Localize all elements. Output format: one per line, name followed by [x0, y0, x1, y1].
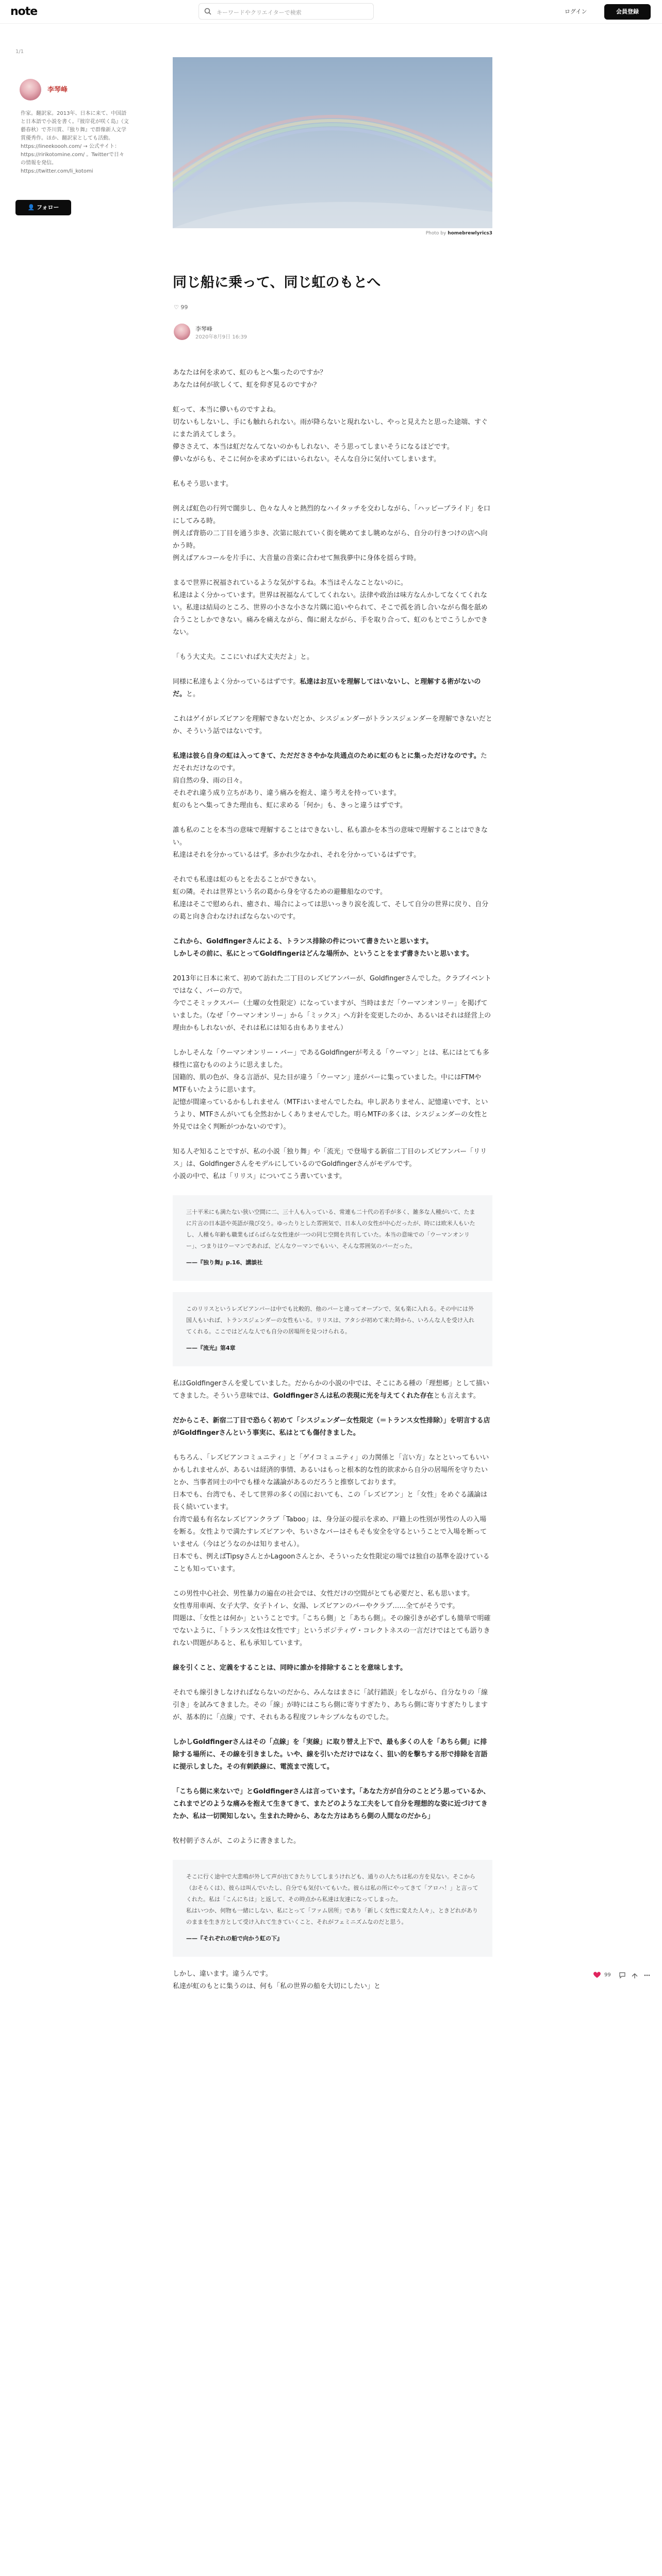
- creator-name[interactable]: 李琴峰: [47, 86, 68, 94]
- article-paragraph: しかし、違います。違うんです。 私達が虹のもとに集うのは、何も「私の世界の船を大切にしたい」と: [173, 1970, 381, 1990]
- signup-button[interactable]: 会員登録: [604, 4, 651, 20]
- follow-button[interactable]: [15, 200, 71, 215]
- article-paragraph: 例えば虹色の行列で闊歩し、色々な人々と熱烈的なハイタッチを交わしながら、「ハッピープライド」を口にしてみる時。 例えば背筋の二丁目を通う歩き、次第に眩れていく街を眺めてまし眺めながら、自分の行きつけの店へ向かう時。 例えばアルコールを片手に、大音量の音楽に合わせて無我夢中に身体を揺らす時。: [173, 505, 490, 562]
- article-actions: [593, 1969, 655, 1981]
- blockquote: [173, 1195, 492, 1281]
- paragraph-segment: 私達はお互いを理解してはいないし、と理解する術がないのだ。: [173, 678, 481, 698]
- quote-text: このリリスというレズビアンバーは中でも比較的、他のバーと違ってオープンで、気も楽に入れる。その中には外国人もいれば、トランスジェンダーの女性もいる。リリスは、アタシが初めて来た時から、いろんな人を受け入れてくれる。ここではどんな人でも自分の居場所を見つけられる。: [186, 1306, 475, 1335]
- paragraph-segment: ただそれだけなのです。 肩自然の身、雨の日々。 それぞれ違う成り立ちがあり、違う痛みを抱え、違う考えを持っています。 虹のもとへ集ってきた理由も、虹に求める「何か」も、きっと違うはずです。: [173, 752, 487, 809]
- paragraph-segment: 私はGoldfingerさんを愛していました。だからかの小説の中では、そこにある種の「理想郷」として描いてきました。そういう意味では、: [173, 1380, 489, 1400]
- login-link[interactable]: ログイン: [565, 8, 587, 15]
- follow-label: フォロー: [37, 204, 59, 211]
- quote-source: ——『流光』第4章: [186, 1345, 236, 1351]
- article-paragraph: これから、Goldfingerさんによる、トランス排除の件について書きたいと思います。 しかしその前に、私にとってGoldfingerはどんな場所か、ということをまず書きたいと思います。: [173, 938, 473, 958]
- article-paragraph: 私もそう思います。: [173, 480, 233, 488]
- share-icon[interactable]: [631, 1972, 638, 1979]
- article-paragraph: あなたは何を求めて、虹のもとへ集ったのですか？ あなたは何が欲しくて、虹を仰ぎ見るのですか？: [173, 369, 327, 389]
- heart-outline-icon: ♡: [174, 304, 181, 311]
- comment-icon[interactable]: [619, 1972, 626, 1979]
- article-paragraph: 「こちら側に来ないで」とGoldfingerさんは言っています。「あなた方が自分のことどう思っているか、これまでどのような痛みを抱えて生きてきて、またどのような工夫をして自分を理想的な姿に近づけてきたか、私は一切関知しない。生まれた時から、あなた方はあちら側の人間なのだから」: [173, 1788, 490, 1820]
- blockquote: [173, 1292, 492, 1366]
- site-header: [0, 0, 662, 24]
- quote-text: そこに行く途中で大悲鳴が外して声が出てきたりしてしまうけれども、通りの人たちは私の方を見ない。そこから（おそらくは）、彼らは叫んでいたし、自分でも気付いてもいた。彼らは私の所にやってきて「アロハ！」と言ってくれた。私は「こんにちは」と返して、その時点から私達は友達になってしまった。 私はいつか、何物も一緒にしない、私にとって「ファム居所」であり「新しく女性に変えた人々」、ときどれがありのままを生き方として受け入れて生きていくこと、それがフェミニズムなのだと思う。: [186, 1873, 478, 1925]
- creator-sidebar: [15, 49, 142, 211]
- article-paragraph: 虹って、本当に儚いものですよね。 切ないもしないし、手にも触れられない。雨が降らないと現れないし、やっと見えたと思った途端、すぐにまた消えてしまう。 儚ささえて、本当は虹だなんてないのかもしれない、そう思ってしまいそうになるほどです。 儚いながらも、そこに何かを求めずにはいられない。そんな自分に気付いてしまいます。: [173, 406, 488, 463]
- article-paragraph: それでも線引きしなければならないのだから、みんなはまさに「試行錯誤」をしながら、自分なりの「線引き」を試みてきました。その「線」が時にはこちら側に寄りすぎたり、あちら側に寄りすぎたりしますが、基本的に「点線」です、それもある程度フレキシブルなものでした。: [173, 1689, 488, 1721]
- like-count-top[interactable]: [174, 304, 188, 311]
- article-title: 同じ船に乗って、同じ虹のもとへ: [173, 275, 381, 291]
- follow-icon: 👤: [27, 204, 37, 211]
- credit-name[interactable]: homebrewlyrics3: [448, 231, 492, 236]
- search-box[interactable]: [198, 3, 374, 20]
- article-paragraph: 2013年に日本に来て、初めて訪れた二丁目のレズビアンバーが、Goldfingerさんでした。クラブイベントではなく、バーの方で。 今でこそミックスバー（土曜の女性限定）になっていますが、当時はまだ「ウーマンオンリー」を掲げていました。（なぜ「ウーマンオンリー」から「ミックス」へ方針を変更したのか、あるいはそれは経営上の理由かもしれないが、それは私には知る由もありません）: [173, 975, 491, 1032]
- paragraph-segment: とも言えます。: [433, 1392, 480, 1400]
- quote-source: ——『独り舞』p.16、講談社: [186, 1259, 263, 1266]
- article-paragraph: 「もう大丈夫。ここにいれば大丈夫だよ」と。: [173, 653, 314, 661]
- author-avatar[interactable]: [174, 324, 190, 340]
- like-count: 99: [604, 1972, 611, 1978]
- more-icon[interactable]: [643, 1972, 651, 1979]
- article-paragraph: [173, 1378, 492, 1402]
- heart-icon[interactable]: [593, 1971, 601, 1978]
- article-paragraph: しかしGoldfingerさんはその「点線」を「実線」に取り替え上下で、最も多くの人を「あちら側」に排除する場所に、その線を引きました。いや、線を引いただけではなく、狙い的を撃ちする形で排除を言語に提示しました。その有刺鉄線に、電流まで流して。: [173, 1738, 488, 1771]
- paragraph-segment: と。: [186, 690, 200, 698]
- author-name[interactable]: 李琴峰: [195, 326, 212, 332]
- article-paragraph: まるで世界に祝福されているような気がするね。本当はそんなことないのに。 私達はよく分かっています。世界は祝福なんてしてくれない。法律や政治は味方なんかしてなくてくれない。私達は結局のところ、世界の小さな小さな片隅に追いやられて、そこで孤を消し合いながら傷を舐め合うことしかできない。痛みを痛えながら、傷に耐えながら、手を取り合って、虹のもとでこうしかできない。: [173, 579, 488, 636]
- article-paragraph: だからこそ、新宿二丁目で恐らく初めて「シスジェンダー女性限定（＝トランス女性排除）」を明言する店がGoldfingerさんという事実に、私はとても傷付きました。: [173, 1417, 490, 1437]
- blockquote: [173, 1860, 492, 1957]
- hero-image: [173, 57, 492, 228]
- article-paragraph: 誰も私のことを本当の意味で理解することはできないし、私も誰かを本当の意味で理解することはできない。 私達はそれを分かっているはず。多かれ少なかれ、それを分かっているはずです。: [173, 826, 488, 859]
- search-placeholder: キーワードやクリエイターで検索: [217, 9, 302, 16]
- article-paragraph: [173, 676, 492, 701]
- article-paragraph: それでも私達は虹のもとを去ることができない。 虹の隣。それは世界という名の葛から身を守るための避難船なのです。 私達はそこで慰められ、癒され、場合によっては思いっきり涙を流して、そして自分の世界に戻り、自分の葛と向き合わなければならないのです。: [173, 876, 489, 921]
- like-count-value: 99: [180, 304, 188, 311]
- article-paragraph: 牧村朝子さんが、このように書きました。: [173, 1837, 301, 1845]
- quote-source: ——『それぞれの船で向かう虹の下』: [186, 1935, 283, 1942]
- article-paragraph: もちろん、「レズビアンコミュニティ」と「ゲイコミュニティ」の力関係と「言い方」なとといってもいいかもしれませんが、あるいは経済的事情、あるいはもっと根本的な性的欲求から自分の居場所を守りたいとか、当事者同士の中でも様々な議論があるのだろうと推察しております。 日本でも、台湾でも、そして世界の多くの国においても、この「レズビアン」と「女性」をめぐる議論は長く続いています。 台湾で最も有名なレズビアンクラブ「Taboo」は、身分証の提示を求め、戸籍上の性別が男性の人の入場を断る。女性よりで満たすレズビアンや、ちいさなバーはそもそも安全を守るということで入場を断っていません（今はどうなのかは知りません）。 日本でも、例えばTipsyさんとかLagoonさんとか、そういった女性限定の場では独自の基準を設けていることも知っています。: [173, 1454, 490, 1573]
- article-paragraph: これはゲイがレズビアンを理解できないだとか、シスジェンダーがトランスジェンダーを理解できないだとか、そういう話ではないです。: [173, 715, 492, 735]
- quote-text: 三十平米にも満たない狭い空間に二、三十人も入っている、常連も二十代の若手が多く、雑多な人種がいて、たまに片言の日本語や英語が飛び交う。ゆったりとした雰囲気で、日本人の女性が中心だったが、時には欧米人もいたし、人種も年齢も職業もばらばらな女性達が一つの同じ空間を共有していた。本当の意味での「ウーマンオンリー」、つまりはウーマンであれば、どんなウーマンでもいい、そんな雰囲気のバーだった。: [186, 1209, 475, 1249]
- article-paragraph: しかしそんな「ウーマンオンリー・バー」であるGoldfingerが考える「ウーマン」とは、私にはとても多様性に富むもののように思えました。 国籍的、肌の色が、身る言語が、見た目が違う「ウーマン」達がバーに集っていました。中にはFTMやMTFもいたように思います。 記憶が間違っているかもしれません（MTFはいませんでしたね。申し訳ありません、記憶違いです、というより、MTFさんがいても全然おかしくありませんでした。明らMTFの多くは、シスジェンダーの女性と外見では全く判断がつかないのです）。: [173, 1049, 489, 1131]
- photo-credit: [392, 231, 492, 236]
- article-body: [173, 367, 492, 2005]
- paragraph-segment: 同様に私達もよく分かっているはずです。: [173, 678, 300, 686]
- article-paragraph: [173, 750, 492, 812]
- credit-prefix: Photo by: [425, 231, 446, 236]
- paragraph-segment: Goldfingerさんは私の表現に光を与えてくれた存在: [273, 1392, 434, 1400]
- note-logo[interactable]: note: [10, 5, 38, 18]
- search-icon: [204, 8, 211, 15]
- rainbow-graphic: [173, 57, 492, 228]
- creator-bio: 作家。翻訳家。2013年、日本に来て、中国語と日本語で小説を書く。『彼岸花が咲く島』（文藝春秋）で芥川賞、『独り舞』で群像新人文学賞優秀作。ほか、翻訳家としても活動。https://lineekoooh.com/ → 公式サイト：https://ririkotomine.com/ 。Twitterで日々の情報を発信。https://twitter.com/li_kotomi: [21, 111, 129, 174]
- pin-counter: 1/1: [15, 49, 24, 55]
- creator-avatar[interactable]: [20, 79, 41, 100]
- post-date: 2020年8月9日 16:39: [195, 334, 247, 340]
- article-paragraph: 知る人ぞ知ることですが、私の小説「独り舞」や「流光」で登場する新宿二丁目のレズビアンバー「リリス」は、GoldfingerさんをモデルにしているのでGoldfingerさんがモデルです。 小説の中で、私は「リリス」についてこう書いています。: [173, 1148, 487, 1180]
- paragraph-segment: 私達は彼ら自身の虹は入ってきて、ただだささやかな共通点のために虹のもとに集っただけなのです。: [173, 752, 481, 760]
- article-paragraph: この男性中心社会、男性暴力の遍在の社会では、女性だけの空間がとても必要だと、私も思います。 女性専用車両、女子大学、女子トイレ、女湯、レズビアンのバーやクラブ……全てがそうです。 問題は、「女性とは何か」ということです。「こちら側」と「あちら側」。その線引きが必ずしも簡単で明確でないように、「トランス女性は女性です」というポジティヴ・コレクトネスの一言だけではとても語りきれない問題があると、私も承知しています。: [173, 1590, 491, 1647]
- article-paragraph: 線を引くこと、定義をすることは、同時に誰かを排除することを意味します。: [173, 1664, 407, 1672]
